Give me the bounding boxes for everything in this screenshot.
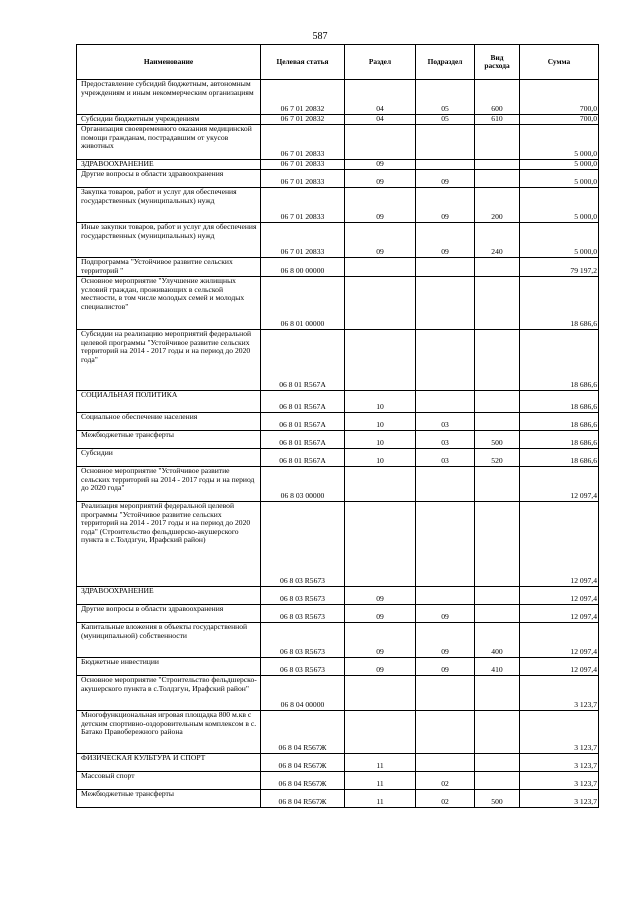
cell-section: 09: [345, 188, 416, 223]
cell-code: 06 8 01 R567A: [261, 391, 345, 413]
cell-vid: [475, 170, 520, 188]
cell-vid: [475, 330, 520, 391]
cell-name: Массовый спорт: [77, 772, 261, 790]
cell-section: 09: [345, 160, 416, 170]
cell-vid: 240: [475, 223, 520, 258]
cell-name: Подпрограмма "Устойчивое развитие сельских территорий ": [77, 258, 261, 277]
cell-code: 06 8 00 00000: [261, 258, 345, 277]
cell-code: 06 8 01 R567A: [261, 431, 345, 449]
cell-vid: [475, 711, 520, 754]
cell-section: 09: [345, 170, 416, 188]
table-row: [77, 277, 599, 330]
table-row: [77, 711, 599, 754]
cell-sum: 3 123,7: [520, 790, 599, 808]
table-row: [77, 587, 599, 605]
cell-section: [345, 258, 416, 277]
cell-section: 09: [345, 605, 416, 623]
cell-sum: 79 197,2: [520, 258, 599, 277]
cell-section: [345, 502, 416, 587]
cell-code: 06 8 04 R567Ж: [261, 772, 345, 790]
table-row: [77, 170, 599, 188]
cell-section: 09: [345, 658, 416, 676]
table-row: [77, 258, 599, 277]
cell-vid: 600: [475, 80, 520, 115]
cell-sum: 18 686,6: [520, 431, 599, 449]
cell-vid: 520: [475, 449, 520, 467]
cell-code: 06 8 04 00000: [261, 676, 345, 711]
cell-vid: 500: [475, 431, 520, 449]
cell-section: 09: [345, 587, 416, 605]
cell-name: Другие вопросы в области здравоохранения: [77, 170, 261, 188]
cell-sum: 18 686,6: [520, 391, 599, 413]
cell-subsection: 03: [416, 449, 475, 467]
cell-vid: [475, 391, 520, 413]
cell-sum: 3 123,7: [520, 676, 599, 711]
cell-sum: 5 000,0: [520, 188, 599, 223]
cell-name: Субсидии на реализацию мероприятий федеральной целевой программы "Устойчивое развитие сельских территорий на 2014 - 2017 годы и на период до 2020 года": [77, 330, 261, 391]
table-row: [77, 80, 599, 115]
cell-vid: [475, 277, 520, 330]
table-row: [77, 125, 599, 160]
cell-name: ЗДРАВООХРАНЕНИЕ: [77, 160, 261, 170]
cell-code: 06 8 01 00000: [261, 277, 345, 330]
cell-sum: 12 097,4: [520, 605, 599, 623]
cell-subsection: [416, 711, 475, 754]
cell-vid: 400: [475, 623, 520, 658]
cell-name: Капитальные вложения в объекты государственной (муниципальной) собственности: [77, 623, 261, 658]
cell-code: 06 8 03 R5673: [261, 587, 345, 605]
cell-vid: [475, 467, 520, 502]
cell-subsection: [416, 467, 475, 502]
cell-vid: [475, 125, 520, 160]
cell-section: [345, 277, 416, 330]
cell-vid: 610: [475, 115, 520, 125]
cell-code: 06 8 04 R567Ж: [261, 754, 345, 772]
cell-code: 06 7 01 20833: [261, 170, 345, 188]
cell-section: 10: [345, 431, 416, 449]
cell-subsection: 09: [416, 605, 475, 623]
cell-section: [345, 676, 416, 711]
cell-vid: [475, 160, 520, 170]
cell-vid: 410: [475, 658, 520, 676]
cell-name: ЗДРАВООХРАНЕНИЕ: [77, 587, 261, 605]
cell-subsection: 03: [416, 413, 475, 431]
cell-subsection: [416, 502, 475, 587]
table-row: [77, 160, 599, 170]
table-row: [77, 754, 599, 772]
table-row: [77, 676, 599, 711]
cell-section: [345, 125, 416, 160]
cell-section: [345, 711, 416, 754]
table-row: [77, 790, 599, 808]
cell-vid: [475, 754, 520, 772]
cell-section: 11: [345, 772, 416, 790]
cell-name: ФИЗИЧЕСКАЯ КУЛЬТУРА И СПОРТ: [77, 754, 261, 772]
table-row: [77, 502, 599, 587]
table-row: [77, 772, 599, 790]
cell-section: 10: [345, 449, 416, 467]
table-row: [77, 115, 599, 125]
budget-table: [76, 44, 599, 808]
cell-vid: 500: [475, 790, 520, 808]
table-row: [77, 431, 599, 449]
cell-section: 04: [345, 80, 416, 115]
cell-section: 09: [345, 223, 416, 258]
cell-subsection: [416, 587, 475, 605]
cell-name: Субсидии: [77, 449, 261, 467]
cell-sum: 3 123,7: [520, 772, 599, 790]
cell-section: [345, 330, 416, 391]
header-section: Раздел: [345, 45, 416, 80]
cell-vid: [475, 258, 520, 277]
cell-section: 10: [345, 391, 416, 413]
cell-subsection: 09: [416, 223, 475, 258]
cell-sum: 5 000,0: [520, 223, 599, 258]
table-row: [77, 467, 599, 502]
cell-code: 06 7 01 20833: [261, 160, 345, 170]
header-subsection: Подраздел: [416, 45, 475, 80]
cell-code: 06 8 01 R567A: [261, 330, 345, 391]
header-sum: Сумма: [520, 45, 599, 80]
cell-vid: [475, 413, 520, 431]
table-row: [77, 658, 599, 676]
cell-name: Организация своевременного оказания медицинской помощи гражданам, пострадавшим от укусов животных: [77, 125, 261, 160]
cell-name: Закупка товаров, работ и услуг для обеспечения государственных (муниципальных) нужд: [77, 188, 261, 223]
cell-subsection: [416, 125, 475, 160]
cell-name: Бюджетные инвестиции: [77, 658, 261, 676]
cell-sum: 18 686,6: [520, 330, 599, 391]
cell-sum: 3 123,7: [520, 754, 599, 772]
cell-sum: 5 000,0: [520, 160, 599, 170]
cell-code: 06 7 01 20833: [261, 125, 345, 160]
header-name: Наименование: [77, 45, 261, 80]
header-vid: Вид расхода: [475, 45, 520, 80]
cell-subsection: 09: [416, 170, 475, 188]
cell-section: 10: [345, 413, 416, 431]
cell-code: 06 7 01 20833: [261, 188, 345, 223]
cell-code: 06 7 01 20833: [261, 223, 345, 258]
cell-vid: [475, 587, 520, 605]
cell-name: СОЦИАЛЬНАЯ ПОЛИТИКА: [77, 391, 261, 413]
cell-name: Межбюджетные трансферты: [77, 431, 261, 449]
table-row: [77, 605, 599, 623]
cell-subsection: 05: [416, 80, 475, 115]
cell-subsection: 02: [416, 772, 475, 790]
cell-code: 06 7 01 20832: [261, 80, 345, 115]
cell-section: 11: [345, 790, 416, 808]
cell-sum: 12 097,4: [520, 658, 599, 676]
table-row: [77, 623, 599, 658]
cell-sum: 700,0: [520, 115, 599, 125]
cell-subsection: 09: [416, 188, 475, 223]
table-row: [77, 413, 599, 431]
cell-name: Другие вопросы в области здравоохранения: [77, 605, 261, 623]
table-row: [77, 188, 599, 223]
cell-code: 06 8 01 R567A: [261, 413, 345, 431]
cell-sum: 12 097,4: [520, 587, 599, 605]
cell-section: 04: [345, 115, 416, 125]
cell-name: Многофункциональная игровая площадка 800 м.кв с детским спортивно-оздоровительным комплексом в с. Батако Правобережного района: [77, 711, 261, 754]
cell-sum: 700,0: [520, 80, 599, 115]
table-row: [77, 330, 599, 391]
cell-sum: 18 686,6: [520, 277, 599, 330]
cell-subsection: [416, 277, 475, 330]
header-code: Целевая статья: [261, 45, 345, 80]
cell-code: 06 8 04 R567Ж: [261, 790, 345, 808]
cell-sum: 5 000,0: [520, 125, 599, 160]
cell-section: 11: [345, 754, 416, 772]
cell-code: 06 8 03 R5673: [261, 605, 345, 623]
page-number: 587: [312, 31, 328, 42]
cell-section: [345, 467, 416, 502]
cell-code: 06 8 03 00000: [261, 467, 345, 502]
cell-name: Иные закупки товаров, работ и услуг для обеспечения государственных (муниципальных) нужд: [77, 223, 261, 258]
cell-subsection: [416, 676, 475, 711]
cell-name: Межбюджетные трансферты: [77, 790, 261, 808]
cell-subsection: [416, 258, 475, 277]
cell-code: 06 8 03 R5673: [261, 502, 345, 587]
cell-subsection: [416, 391, 475, 413]
cell-subsection: [416, 160, 475, 170]
cell-name: Субсидии бюджетным учреждениям: [77, 115, 261, 125]
table-row: [77, 449, 599, 467]
cell-sum: 12 097,4: [520, 467, 599, 502]
cell-subsection: 09: [416, 658, 475, 676]
cell-code: 06 8 03 R5673: [261, 623, 345, 658]
cell-section: 09: [345, 623, 416, 658]
cell-subsection: 03: [416, 431, 475, 449]
cell-vid: [475, 605, 520, 623]
cell-code: 06 8 01 R567A: [261, 449, 345, 467]
cell-vid: 200: [475, 188, 520, 223]
cell-sum: 5 000,0: [520, 170, 599, 188]
cell-sum: 18 686,6: [520, 449, 599, 467]
cell-code: 06 8 04 R567Ж: [261, 711, 345, 754]
table-row: [77, 391, 599, 413]
cell-vid: [475, 676, 520, 711]
cell-subsection: 02: [416, 790, 475, 808]
cell-sum: 18 686,6: [520, 413, 599, 431]
cell-subsection: [416, 330, 475, 391]
cell-code: 06 7 01 20832: [261, 115, 345, 125]
cell-sum: 12 097,4: [520, 502, 599, 587]
header-row: [77, 45, 599, 80]
cell-name: Основное мероприятие "Улучшение жилищных условий граждан, проживающих в сельской местности, в том числе молодых семей и молодых специалистов": [77, 277, 261, 330]
cell-subsection: 05: [416, 115, 475, 125]
cell-name: Реализация мероприятий федеральной целевой программы "Устойчивое развитие сельских территорий на 2014 - 2017 годы и на период до 2020 года" (Строительство фельдшерско-акушерского пункта в с.Толдзгун, Ирафский район): [77, 502, 261, 587]
table-row: [77, 223, 599, 258]
cell-subsection: 09: [416, 623, 475, 658]
cell-code: 06 8 03 R5673: [261, 658, 345, 676]
cell-subsection: [416, 754, 475, 772]
cell-name: Основное мероприятие "Устойчивое развитие сельских территорий на 2014 - 2017 годы и на период до 2020 года": [77, 467, 261, 502]
cell-sum: 3 123,7: [520, 711, 599, 754]
cell-name: Предоставление субсидий бюджетным, автономным учреждениям и иным некоммерческим организациям: [77, 80, 261, 115]
cell-name: Социальное обеспечение населения: [77, 413, 261, 431]
cell-vid: [475, 502, 520, 587]
cell-name: Основное мероприятие "Строительство фельдшерско-акушерского пункта в с.Толдзгун, Ирафский район": [77, 676, 261, 711]
cell-sum: 12 097,4: [520, 623, 599, 658]
cell-vid: [475, 772, 520, 790]
